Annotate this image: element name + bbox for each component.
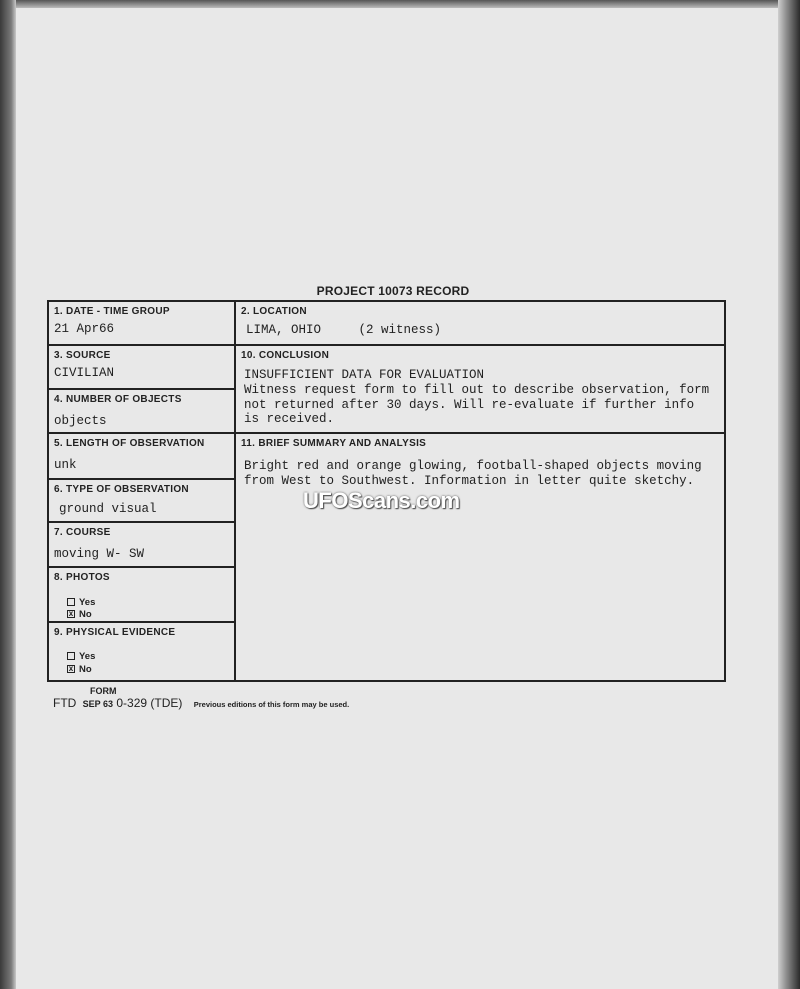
source-value: CIVILIAN (54, 366, 115, 380)
photos-cell (49, 568, 234, 621)
scan-edge-top (0, 0, 800, 8)
checkbox-x-icon: x (68, 609, 74, 619)
footer-date: SEP 63 (82, 699, 114, 709)
conclusion-cell (236, 346, 724, 432)
scan-edge-right (778, 0, 800, 989)
date-time-cell (49, 302, 234, 344)
location-cell (236, 302, 724, 344)
length-value: unk (54, 458, 77, 472)
number-of-objects-value: objects (54, 414, 107, 428)
evidence-no-option[interactable] (67, 664, 92, 675)
physical-evidence-cell (49, 623, 234, 680)
source-label: 3. SOURCE (54, 350, 111, 361)
date-time-value: 21 Apr66 (54, 322, 115, 336)
watermark: UFOScans.com (303, 488, 460, 513)
course-label: 7. COURSE (54, 527, 111, 538)
scan-edge-left (0, 0, 16, 989)
form-title: PROJECT 10073 RECORD (316, 284, 470, 298)
conclusion-label: 10. CONCLUSION (241, 350, 330, 361)
evidence-no-label: No (79, 664, 92, 675)
course-cell (49, 523, 234, 566)
footer-ftd: FTD (53, 696, 77, 710)
number-of-objects-cell (49, 390, 234, 432)
course-value: moving W- SW (54, 547, 145, 561)
length-label: 5. LENGTH OF OBSERVATION (54, 438, 205, 449)
summary-label: 11. BRIEF SUMMARY AND ANALYSIS (241, 438, 427, 449)
evidence-yes-label: Yes (79, 651, 96, 662)
checkbox-empty-icon (67, 652, 75, 660)
photos-no-option[interactable] (67, 609, 92, 620)
location-label: 2. LOCATION (241, 306, 307, 317)
footer-note: Previous editions of this form may be used. (193, 700, 350, 709)
footer-number: 0-329 (TDE) (116, 696, 183, 710)
footer-form-label: FORM (90, 686, 117, 696)
photos-no-label: No (79, 609, 92, 620)
date-time-label: 1. DATE - TIME GROUP (54, 306, 170, 317)
photos-yes-option[interactable] (67, 597, 95, 608)
number-of-objects-label: 4. NUMBER OF OBJECTS (54, 394, 182, 405)
conclusion-text: Witness request form to fill out to describe observation, form not returned after 30 days. Will re-evaluate if further info is received. (244, 383, 710, 426)
conclusion-heading: INSUFFICIENT DATA FOR EVALUATION (244, 368, 485, 382)
evidence-yes-option[interactable] (67, 651, 95, 662)
physical-evidence-label: 9. PHYSICAL EVIDENCE (54, 627, 176, 638)
type-value: ground visual (59, 502, 157, 516)
source-cell (49, 346, 234, 388)
footer-form-id (53, 696, 349, 710)
checkbox-empty-icon (67, 598, 75, 606)
length-cell (49, 434, 234, 478)
summary-cell (236, 434, 724, 680)
type-cell (49, 480, 234, 521)
location-value: LIMA, OHIO (2 witness) (246, 323, 442, 337)
photos-label: 8. PHOTOS (54, 572, 110, 583)
photos-yes-label: Yes (79, 597, 96, 608)
summary-text: Bright red and orange glowing, football-shaped objects moving from West to Southwest. Information in letter quite sketchy. (244, 459, 702, 488)
type-label: 6. TYPE OF OBSERVATION (54, 484, 189, 495)
checkbox-x-icon: x (68, 664, 74, 674)
